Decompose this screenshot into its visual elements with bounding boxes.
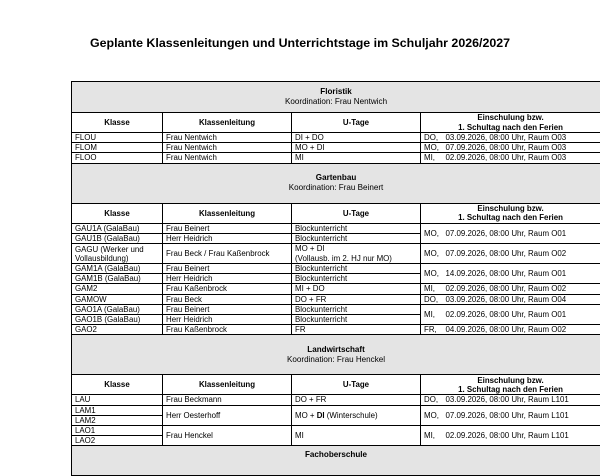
cell-utage: [292, 244, 421, 264]
table-row: [72, 325, 600, 335]
table-row: [72, 304, 600, 314]
cell-leitung: Herr Oesterhoff: [163, 405, 292, 425]
cell-leitung: Frau Beck: [163, 294, 292, 304]
cell-utage: FR: [292, 325, 421, 335]
header-einschulung-line2: 1. Schultag nach den Ferien: [458, 213, 563, 222]
header-einschulung-line1: Einschulung bzw.: [477, 113, 543, 122]
cell-tag: DO,: [421, 133, 444, 143]
cell-utage: Blockunterricht: [292, 304, 421, 314]
section-title: Fachoberschule: [75, 450, 597, 460]
section-header-fachoberschule: [72, 446, 600, 476]
cell-utage: Blockunterricht: [292, 274, 421, 284]
cell-datum: 03.09.2026, 08:00 Uhr, Raum O03: [444, 133, 600, 143]
cell-leitung: Herr Heidrich: [163, 274, 292, 284]
cell-klasse: GAO2: [72, 325, 163, 335]
cell-utage: Blockunterricht: [292, 264, 421, 274]
header-einschulung: [421, 203, 600, 223]
table-row: [72, 294, 600, 304]
cell-tag: DO,: [421, 395, 444, 405]
header-klassenleitung: Klassenleitung: [163, 375, 292, 395]
cell-tag: MO,: [421, 264, 444, 284]
cell-leitung: Frau Beckmann: [163, 395, 292, 405]
cell-klasse: GAGU (Werker und Vollausbildung): [72, 244, 163, 264]
cell-utage: DI + DO: [292, 133, 421, 143]
cell-tag: MO,: [421, 223, 444, 243]
header-einschulung: [421, 113, 600, 133]
table-row: [72, 223, 600, 233]
cell-utage-line2: (Vollausb. im 2. HJ nur MO): [295, 254, 392, 263]
section-title: Landwirtschaft: [75, 345, 597, 355]
section-coordination: Koordination: Frau Nentwich: [285, 97, 387, 106]
header-klasse: Klasse: [72, 375, 163, 395]
cell-utage-part: MO +: [295, 411, 317, 420]
header-einschulung-line2: 1. Schultag nach den Ferien: [458, 385, 563, 394]
cell-datum: 07.09.2026, 08:00 Uhr, Raum O02: [444, 244, 600, 264]
cell-klasse: LAU: [72, 395, 163, 405]
cell-klasse: FLOO: [72, 153, 163, 163]
cell-klasse: GAM2: [72, 284, 163, 294]
cell-leitung: Frau Nentwich: [163, 153, 292, 163]
header-utage: U-Tage: [292, 375, 421, 395]
cell-utage-part: DI: [317, 411, 325, 420]
cell-utage: MO + DI: [292, 143, 421, 153]
section-header-gartenbau: [72, 163, 600, 203]
cell-leitung: Frau Beck / Frau Kaßenbrock: [163, 244, 292, 264]
cell-leitung: Frau Nentwich: [163, 143, 292, 153]
cell-leitung: Herr Heidrich: [163, 233, 292, 243]
header-einschulung-line1: Einschulung bzw.: [477, 204, 543, 213]
cell-tag: MI,: [421, 284, 444, 294]
cell-leitung: Herr Heidrich: [163, 315, 292, 325]
cell-klasse: GAU1B (GalaBau): [72, 233, 163, 243]
header-einschulung: [421, 375, 600, 395]
cell-klasse: GAU1A (GalaBau): [72, 223, 163, 233]
schedule-table: [71, 81, 600, 476]
table-row: [72, 264, 600, 274]
cell-utage-line1: MO + DI: [295, 244, 325, 253]
cell-utage-part: (Winterschule): [325, 411, 378, 420]
cell-datum: 02.09.2026, 08:00 Uhr, Raum O02: [444, 284, 600, 294]
section-coordination: Koordination: Frau Henckel: [287, 355, 385, 364]
cell-utage: MI: [292, 153, 421, 163]
cell-utage: Blockunterricht: [292, 223, 421, 233]
cell-klasse: GAO1B (GalaBau): [72, 315, 163, 325]
cell-tag: MI,: [421, 304, 444, 324]
cell-leitung: Frau Kaßenbrock: [163, 284, 292, 294]
cell-klasse: LAO1: [72, 426, 163, 436]
header-klasse: Klasse: [72, 203, 163, 223]
cell-datum: 04.09.2026, 08:00 Uhr, Raum O02: [444, 325, 600, 335]
cell-utage: MI: [292, 426, 421, 446]
cell-klasse: FLOM: [72, 143, 163, 153]
cell-klasse: LAM1: [72, 405, 163, 415]
table-row: [72, 284, 600, 294]
cell-tag: DO,: [421, 294, 444, 304]
header-utage: U-Tage: [292, 203, 421, 223]
cell-tag: MO,: [421, 244, 444, 264]
header-utage: U-Tage: [292, 113, 421, 133]
table-row: [72, 143, 600, 153]
cell-utage: DO + FR: [292, 294, 421, 304]
cell-klasse: GAM1B (GalaBau): [72, 274, 163, 284]
cell-datum: 03.09.2026, 08:00 Uhr, Raum O04: [444, 294, 600, 304]
header-einschulung-line1: Einschulung bzw.: [477, 376, 543, 385]
cell-klasse: GAM1A (GalaBau): [72, 264, 163, 274]
header-klassenleitung: Klassenleitung: [163, 113, 292, 133]
cell-datum: 14.09.2026, 08:00 Uhr, Raum O01: [444, 264, 600, 284]
cell-klasse: LAO2: [72, 436, 163, 446]
cell-tag: MI,: [421, 153, 444, 163]
header-klassenleitung: Klassenleitung: [163, 203, 292, 223]
section-header-floristik: [72, 82, 600, 113]
column-header-row: [72, 113, 600, 133]
cell-utage: MI + DO: [292, 284, 421, 294]
cell-tag: MI,: [421, 426, 444, 446]
cell-utage: Blockunterricht: [292, 233, 421, 243]
cell-leitung: Frau Henckel: [163, 426, 292, 446]
column-header-row: [72, 203, 600, 223]
cell-klasse: GAMOW: [72, 294, 163, 304]
page-title: Geplante Klassenleitungen und Unterrichtstage im Schuljahr 2026/2027: [0, 36, 600, 50]
cell-leitung: Frau Beinert: [163, 264, 292, 274]
section-coordination: Koordination: Frau Beinert: [289, 183, 383, 192]
table-row: [72, 133, 600, 143]
cell-datum: 07.09.2026, 08:00 Uhr, Raum O01: [444, 223, 600, 243]
header-einschulung-line2: 1. Schultag nach den Ferien: [458, 123, 563, 132]
cell-leitung: Frau Kaßenbrock: [163, 325, 292, 335]
header-klasse: Klasse: [72, 113, 163, 133]
cell-datum: 07.09.2026, 08:00 Uhr, Raum O03: [444, 143, 600, 153]
section-header-landwirtschaft: [72, 335, 600, 375]
table-row: [72, 405, 600, 415]
section-title: Floristik: [75, 87, 597, 97]
column-header-row: [72, 375, 600, 395]
cell-tag: MO,: [421, 143, 444, 153]
table-row: [72, 426, 600, 436]
table-row: [72, 244, 600, 264]
cell-klasse: FLOU: [72, 133, 163, 143]
cell-leitung: Frau Nentwich: [163, 133, 292, 143]
cell-klasse: LAM2: [72, 415, 163, 425]
cell-leitung: Frau Beinert: [163, 304, 292, 314]
cell-tag: FR,: [421, 325, 444, 335]
cell-datum: 02.09.2026, 08:00 Uhr, Raum O03: [444, 153, 600, 163]
section-title: Gartenbau: [75, 173, 597, 183]
cell-tag: MO,: [421, 405, 444, 425]
cell-datum: 02.09.2026, 08:00 Uhr, Raum L101: [444, 426, 600, 446]
table-row: [72, 153, 600, 163]
cell-klasse: GAO1A (GalaBau): [72, 304, 163, 314]
table-row: [72, 395, 600, 405]
cell-utage: Blockunterricht: [292, 315, 421, 325]
cell-utage: [292, 405, 421, 425]
cell-leitung: Frau Beinert: [163, 223, 292, 233]
cell-datum: 07.09.2026, 08:00 Uhr, Raum L101: [444, 405, 600, 425]
cell-utage: DO + FR: [292, 395, 421, 405]
cell-datum: 02.09.2026, 08:00 Uhr, Raum O01: [444, 304, 600, 324]
cell-datum: 03.09.2026, 08:00 Uhr, Raum L101: [444, 395, 600, 405]
